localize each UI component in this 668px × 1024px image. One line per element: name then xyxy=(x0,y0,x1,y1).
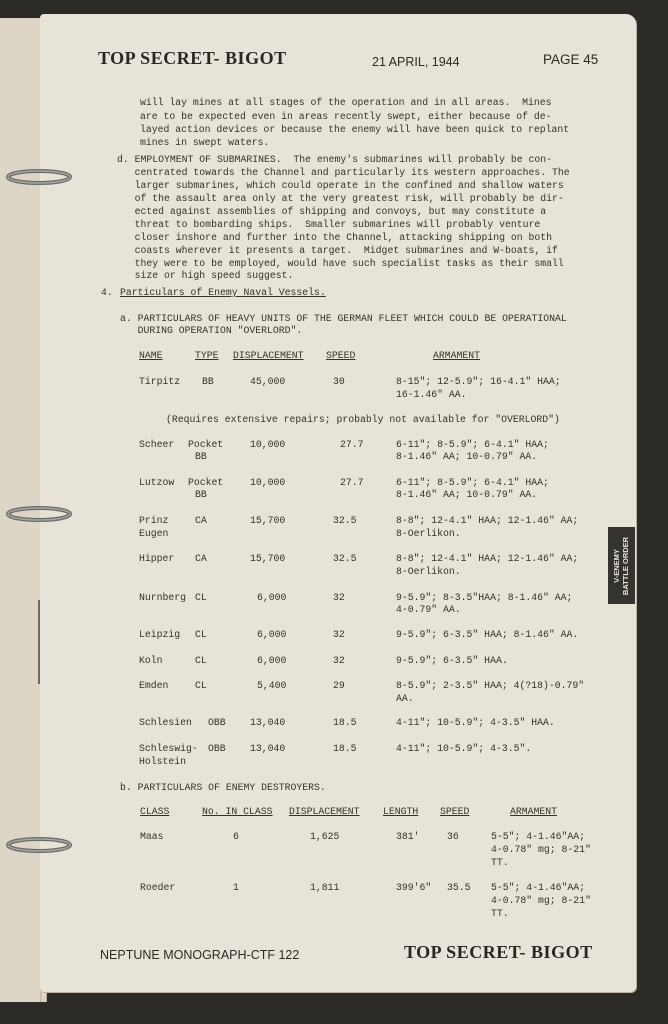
table-row-speed: 29 xyxy=(333,680,345,691)
col-header-displacement: DISPLACEMENT xyxy=(233,350,304,361)
table-row-displacement: 45,000 xyxy=(250,376,286,387)
section-tab-line2: BATTLE ORDER xyxy=(621,536,631,595)
table-row-displacement: 10,000 xyxy=(250,439,286,450)
table-row-speed: 18.5 xyxy=(333,743,357,754)
table-row-name: Hipper xyxy=(139,553,175,564)
table-row-armament: 6-11"; 8-5.9"; 6-4.1" HAA; xyxy=(396,477,549,488)
table-row-displacement: 15,700 xyxy=(250,553,286,564)
table-row-speed: 27.7 xyxy=(340,439,364,450)
table-row-name: Holstein xyxy=(139,756,187,767)
submarines-line: centrated towards the Channel and particularly its western approaches. The xyxy=(117,167,570,178)
table-row-type: BB xyxy=(195,451,207,462)
table-row-armament: 8-8"; 12-4.1" HAA; 12-1.46" AA; xyxy=(396,553,579,564)
table-row-armament: 4-0.78" mg; 8-21" xyxy=(491,895,591,906)
section-tab-line1: V-ENEMY xyxy=(612,548,622,583)
col-header-name: NAME xyxy=(139,350,163,361)
table-row-displacement: 13,040 xyxy=(250,717,286,728)
table-row-armament: 8-Oerlikon. xyxy=(396,566,461,577)
table-row-type: CL xyxy=(195,655,207,666)
table-row-type: CA xyxy=(195,515,207,526)
col-header-type: TYPE xyxy=(195,350,219,361)
section-tab-label xyxy=(613,536,631,594)
table-row-name: Prinz xyxy=(139,515,169,526)
mines-line: will lay mines at all stages of the operation and in all areas. Mines xyxy=(140,97,552,108)
table-row-type: BB xyxy=(195,489,207,500)
table-row-armament: 5-5"; 4-1.46"AA; xyxy=(491,831,586,842)
table-row-speed: 32 xyxy=(333,655,345,666)
submarines-line: of the assault area only at the very greatest risk, will probably be dir- xyxy=(117,193,564,204)
mines-line: layed action devices or because the enemy will have been quick to replant xyxy=(140,124,570,135)
table-row-name: Lutzow xyxy=(139,477,175,488)
table-row-speed: 32 xyxy=(333,629,345,640)
table-row-speed: 32.5 xyxy=(333,553,357,564)
table-row-type: Pocket xyxy=(188,477,224,488)
table-row-speed: 35.5 xyxy=(447,882,471,893)
table-row-type: OBB xyxy=(208,717,226,728)
table-row-speed: 32.5 xyxy=(333,515,357,526)
table-row-armament: 9-5.9"; 6-3.5" HAA; 8-1.46" AA. xyxy=(396,629,579,640)
col-header-armament: ARMAMENT xyxy=(510,806,558,817)
table-row-speed: 36 xyxy=(447,831,459,842)
table-row-name: Koln xyxy=(139,655,163,666)
submarines-line: larger submarines, which could operate in the confined and shallow waters xyxy=(117,180,564,191)
submarines-line: closer inshore and further into the Channel, attacking shipping on both xyxy=(117,232,553,243)
submarines-line: threat to bombarding ships. Smaller submarines will probably venture xyxy=(117,219,541,230)
table-row-armament: 5-5"; 4-1.46"AA; xyxy=(491,882,586,893)
table-row-speed: 18.5 xyxy=(333,717,357,728)
section-4-title: Particulars of Enemy Naval Vessels. xyxy=(120,287,326,298)
mines-line: are to be expected even in areas recently swept, either because of de- xyxy=(140,111,552,122)
table-row-armament: AA. xyxy=(396,693,414,704)
table-row-type: BB xyxy=(202,376,214,387)
table-row-armament: 8-1.46" AA; 10-0.79" AA. xyxy=(396,451,538,462)
submarines-line: size or high speed suggest. xyxy=(117,270,294,281)
table-row-displacement: 6,000 xyxy=(257,629,287,640)
header-classification: TOP SECRET- BIGOT xyxy=(98,48,287,68)
table-row-speed: 30 xyxy=(333,376,345,387)
binder-ring-icon xyxy=(3,503,73,525)
binder-ring-icon xyxy=(3,834,73,856)
table-row-length: 381' xyxy=(396,831,420,842)
table-row-speed: 27.7 xyxy=(340,477,364,488)
table-row-armament: 8-8"; 12-4.1" HAA; 12-1.46" AA; xyxy=(396,515,579,526)
submarines-line: coasts wherever it presents a target. Midget submarines and W-boats, if xyxy=(117,245,558,256)
table-row-number: 1 xyxy=(233,882,239,893)
table-row-armament: 4-0.78" mg; 8-21" xyxy=(491,844,591,855)
table-row-armament: 16-1.46" AA. xyxy=(396,389,467,400)
table-row-class: Roeder xyxy=(140,882,176,893)
binder-ring-icon xyxy=(3,166,73,188)
table-row-type: CL xyxy=(195,629,207,640)
footer-classification: TOP SECRET- BIGOT xyxy=(404,942,593,962)
table-row-name: Leipzig xyxy=(139,629,181,640)
col-header-speed: SPEED xyxy=(440,806,470,817)
header-date: 21 APRIL, 1944 xyxy=(372,55,460,69)
table-row-name: Eugen xyxy=(139,528,169,539)
table-row-armament: 8-1.46" AA; 10-0.79" AA. xyxy=(396,489,538,500)
table-row-name: Tirpitz xyxy=(139,376,181,387)
table-row-displacement: 1,625 xyxy=(310,831,340,842)
table-row-type: CL xyxy=(195,592,207,603)
table-row-displacement: 15,700 xyxy=(250,515,286,526)
section-4-number: 4. xyxy=(101,287,113,298)
table-row-displacement: 1,811 xyxy=(310,882,340,893)
heavy-units-heading: a. PARTICULARS OF HEAVY UNITS OF THE GERMAN FLEET WHICH COULD BE OPERATIONAL xyxy=(120,313,567,324)
table-row-speed: 32 xyxy=(333,592,345,603)
table-row-armament: 4-11"; 10-5.9"; 4-3.5" HAA. xyxy=(396,717,555,728)
table-row-type: Pocket xyxy=(188,439,224,450)
heavy-units-heading: DURING OPERATION "OVERLORD". xyxy=(120,325,303,336)
destroyers-heading: b. PARTICULARS OF ENEMY DESTROYERS. xyxy=(120,782,326,793)
header-page-number: PAGE 45 xyxy=(543,52,599,67)
table-row-displacement: 5,400 xyxy=(257,680,287,691)
table-row-number: 6 xyxy=(233,831,239,842)
table-row-displacement: 13,040 xyxy=(250,743,286,754)
submarines-line: they were to be employed, would have such specialist tasks as their small xyxy=(117,258,564,269)
table-row-name: Emden xyxy=(139,680,169,691)
col-header-displacement: DISPLACEMENT xyxy=(289,806,360,817)
table-row-armament: TT. xyxy=(491,908,509,919)
table-row-name: Nurnberg xyxy=(139,592,187,603)
table-row-displacement: 6,000 xyxy=(257,592,287,603)
submarines-line: ected against assemblies of shipping and convoys, but may constitute a xyxy=(117,206,547,217)
col-header-number: No. IN CLASS xyxy=(202,806,273,817)
table-row-displacement: 10,000 xyxy=(250,477,286,488)
table-row-armament: 4-11"; 10-5.9"; 4-3.5". xyxy=(396,743,532,754)
table-row-class: Maas xyxy=(140,831,164,842)
table-row-type: CA xyxy=(195,553,207,564)
col-header-armament: ARMAMENT xyxy=(433,350,481,361)
table-row-armament: 8-5.9"; 2-3.5" HAA; 4(?18)-0.79" xyxy=(396,680,585,691)
mines-line: mines in swept waters. xyxy=(140,137,270,148)
table-row-armament: 4-0.79" AA. xyxy=(396,604,461,615)
table-row-length: 399'6" xyxy=(396,882,432,893)
tirpitz-note: (Requires extensive repairs; probably not available for "OVERLORD") xyxy=(166,414,560,425)
table-row-armament: 9-5.9"; 8-3.5"HAA; 8-1.46" AA; xyxy=(396,592,573,603)
table-row-displacement: 6,000 xyxy=(257,655,287,666)
footer-monograph: NEPTUNE MONOGRAPH-CTF 122 xyxy=(100,948,300,962)
table-row-type: CL xyxy=(195,680,207,691)
table-row-armament: TT. xyxy=(491,857,509,868)
section-tab[interactable] xyxy=(608,527,635,604)
submarines-line: d. EMPLOYMENT OF SUBMARINES. The enemy's submarines will probably be con- xyxy=(117,154,553,165)
col-header-class: CLASS xyxy=(140,806,170,817)
table-row-armament: 8-15"; 12-5.9"; 16-4.1" HAA; xyxy=(396,376,561,387)
table-row-armament: 6-11"; 8-5.9"; 6-4.1" HAA; xyxy=(396,439,549,450)
table-row-name: Schlesien xyxy=(139,717,192,728)
table-row-name: Schleswig- xyxy=(139,743,198,754)
table-row-armament: 8-Oerlikon. xyxy=(396,528,461,539)
table-row-name: Scheer xyxy=(139,439,175,450)
col-header-length: LENGTH xyxy=(383,806,419,817)
col-header-speed: SPEED xyxy=(326,350,356,361)
table-row-type: OBB xyxy=(208,743,226,754)
table-row-armament: 9-5.9"; 6-3.5" HAA. xyxy=(396,655,508,666)
